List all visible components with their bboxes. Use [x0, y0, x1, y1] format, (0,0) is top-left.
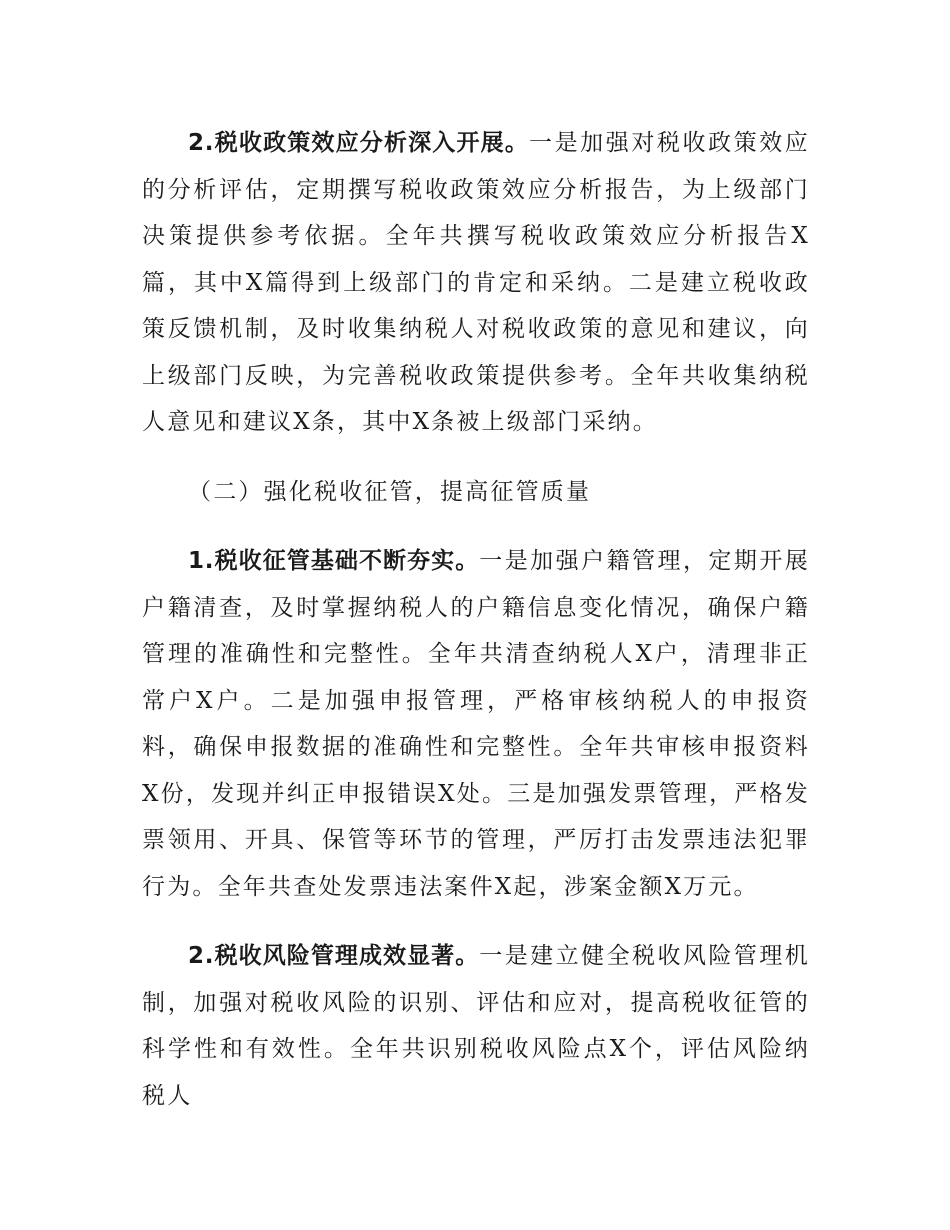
section-heading: （二）强化税收征管，提高征管质量 — [188, 478, 592, 505]
paragraph-spacer — [142, 910, 810, 933]
paragraph-spacer — [142, 446, 810, 469]
paragraph-lead: 2.税收政策效应分析深入开展。 — [188, 130, 530, 156]
paragraph-spacer — [142, 515, 810, 538]
paragraph-body: 一是加强户籍管理，定期开展户籍清查，及时掌握纳税人的户籍信息变化情况，确保户籍管理的准确性和完整性。全年共清查纳税人X户，清理非正常户X户。二是加强申报管理，严格审核纳税人的申报资料，确保申报数据的准确性和完整性。全年共审核申报资料X份，发现并纠正申报错误X处。三是加强发票管理，严格发票领用、开具、保管等环节的管理，严厉打击发票违法犯罪行为。全年共查处发票违法案件X起，涉案金额X万元。 — [142, 548, 810, 900]
paragraph-lead: 1.税收征管基础不断夯实。 — [188, 548, 480, 574]
paragraph-body: 一是加强对税收政策效应的分析评估，定期撰写税收政策效应分析报告，为上级部门决策提供参考依据。全年共撰写税收政策效应分析报告X篇，其中X篇得到上级部门的肯定和采纳。二是建立税收政策反馈机制，及时收集纳税人对税收政策的意见和建议，向上级部门反映，为完善税收政策提供参考。全年共收集纳税人意见和建议X条，其中X条被上级部门采纳。 — [142, 130, 811, 435]
paragraph-collection-foundation — [142, 538, 810, 910]
paragraph-risk-management — [142, 933, 810, 1119]
paragraph-policy-effect-analysis — [142, 120, 810, 446]
document-page — [142, 120, 810, 1119]
paragraph-lead: 2.税收风险管理成效显著。 — [188, 943, 480, 969]
paragraph-body: 一是建立健全税收风险管理机制，加强对税收风险的识别、评估和应对，提高税收征管的科学性和有效性。全年共识别税收风险点X个，评估风险纳税人 — [142, 943, 810, 1109]
